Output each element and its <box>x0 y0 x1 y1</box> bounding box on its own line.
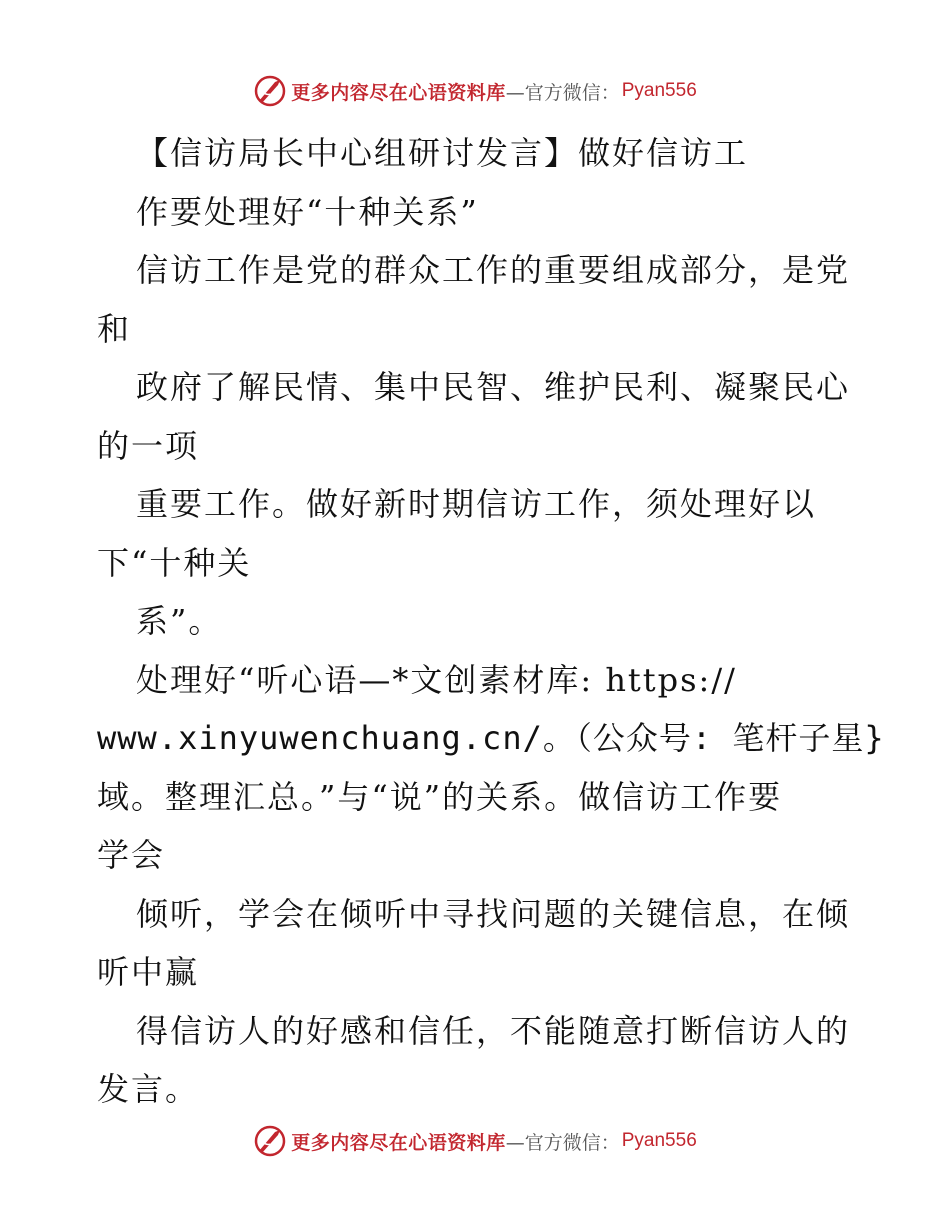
quill-pen-logo-icon <box>253 1124 287 1158</box>
paragraph-line: 发言。 <box>97 1070 200 1108</box>
paragraph-line: 系”。 <box>136 602 223 640</box>
document-body <box>97 124 885 1119</box>
paragraph-line: 学会 <box>97 836 166 874</box>
title-line-2: 作要处理好“十种关系” <box>136 192 479 231</box>
paragraph-line: 和 <box>97 309 132 348</box>
banner-subtitle: —官方微信： <box>505 81 620 104</box>
paragraph-line: 政府了解民情、集中民智、维护民利、凝聚民心 <box>136 368 851 406</box>
paragraph-line: 听中赢 <box>97 953 200 991</box>
banner-title: 更多内容尽在心语资料库 <box>291 1131 506 1154</box>
paragraph-line: 下“十种关 <box>97 543 252 582</box>
banner-wechat-id: Pyan556 <box>621 80 697 101</box>
banner-subtitle: —官方微信： <box>505 1131 620 1154</box>
banner-title: 更多内容尽在心语资料库 <box>291 81 506 104</box>
paragraph-line: www.xinyuwenchuang.cn/。（公众号: 笔杆子星} <box>97 719 885 757</box>
paragraph-line: 处理好“听心语—*文创素材库: https:// <box>136 660 737 699</box>
banner-wechat-id: Pyan556 <box>621 1130 697 1151</box>
quill-pen-logo-icon <box>253 74 287 108</box>
paragraph-line: 得信访人的好感和信任，不能随意打断信访人的 <box>136 1011 851 1050</box>
paragraph-line: 重要工作。做好新时期信访工作，须处理好以 <box>136 485 817 523</box>
title-line-1: 【信访局长中心组研讨发言】做好信访工 <box>136 134 749 172</box>
footer-banner <box>0 1121 950 1161</box>
paragraph-line: 的一项 <box>97 426 200 465</box>
paragraph-line: 信访工作是党的群众工作的重要组成部分，是党 <box>136 251 851 289</box>
paragraph-line: 倾听，学会在倾听中寻找问题的关键信息，在倾 <box>136 894 851 933</box>
paragraph-line: 域。整理汇总。”与“说”的关系。做信访工作要 <box>97 777 783 816</box>
header-banner <box>0 71 950 111</box>
